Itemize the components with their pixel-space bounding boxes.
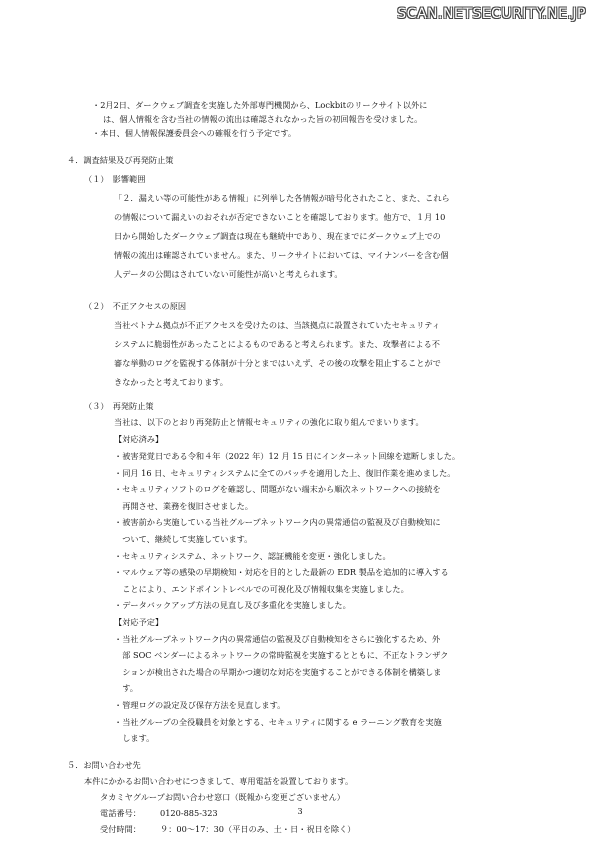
- done-item: 再開させ、業務を復旧させました。: [114, 500, 253, 511]
- prevention-lead: 当社は、以下のとおり再発防止と情報セキュリティの強化に取り組んでまいります。: [114, 417, 424, 427]
- section-4-title: ４．調査結果及び再発防止策: [67, 155, 174, 165]
- subsection-3-title: （３） 再発防止策: [84, 401, 154, 411]
- site-watermark: SCAN.NETSECURITY.NE.JP: [397, 6, 586, 22]
- done-item: ・被害前から実施している当社グループネットワーク内の異常通信の監視及び自動検知に: [114, 517, 441, 528]
- planned-item: す。: [114, 683, 138, 694]
- page-number: 3: [297, 807, 303, 816]
- contact-desk: タカミヤグループお問い合わせ窓口（既報から変更ございません）: [100, 791, 345, 802]
- done-item: ・マルウェア等の感染の早期検知・対応を目的とした最新の EDR 製品を追加的に導入する: [114, 567, 449, 578]
- subsection-2-title: （２） 不正アクセスの原因: [84, 301, 187, 311]
- done-item: ・セキュリティシステム、ネットワーク、認証機能を変更・強化しました。: [114, 550, 391, 561]
- cause-line: システムに脆弱性があったことによるものであると考えられます。また、攻撃者による不: [114, 339, 440, 349]
- phone-number: 0120-885-323: [160, 807, 218, 818]
- planned-item: ションが検出された場合の早期かつ適切な対応を実施することができる体制を構築しま: [114, 666, 442, 677]
- done-item: ・同月 16 日、セキュリティシステムに全てのパッチを適用した上、復旧作業を進めました。: [114, 467, 456, 478]
- cause-line: 当社ベトナム拠点が不正アクセスを受けたのは、当該拠点に設置されていたセキュリティ: [114, 320, 441, 330]
- cause-line: きなかったと考えております。: [114, 377, 228, 387]
- impact-line: 日から開始したダークウェブ調査は現在も継続中であり、現在までにダークウェブ上での: [114, 231, 441, 241]
- done-item: ・セキュリティソフトのログを確認し、問題がない端末から順次ネットワークへの接続を: [114, 484, 441, 495]
- subsection-1-title: （１） 影響範囲: [84, 174, 146, 184]
- intro-line: は、個人情報を含む当社の情報の流出は確認されなかった旨の初回報告を受けました。: [103, 114, 423, 124]
- section-5-title: ５．お問い合わせ先: [67, 759, 141, 770]
- cause-line: 審な挙動のログを監視する体制が十分とまではいえず、その後の攻撃を阻止することがで: [114, 358, 441, 368]
- planned-item: ・管理ログの設定及び保存方法を見直します。: [114, 700, 286, 710]
- intro-line: ・本日、個人情報保護委員会への確報を行う予定です。: [92, 128, 297, 138]
- impact-line: 情報の流出は確認されていません。また、リークサイトにおいては、マイナンバーを含む個: [114, 250, 449, 260]
- impact-line: の情報について漏えいのおそれが否定できないことを確認しております。他方で、１月 10: [114, 212, 446, 222]
- intro-line: ・2月2日、ダークウェブ調査を実施した外部専門機関から、Lockbitのリークサイト以外に: [92, 100, 428, 110]
- done-item: ことにより、エンドポイントレベルでの可視化及び情報収集を実施しました。: [114, 583, 409, 594]
- done-item: ついて、継続して実施しています。: [114, 534, 253, 544]
- planned-heading: 【対応予定】: [114, 617, 164, 627]
- planned-item: 部 SOC ベンダーによるネットワークの常時監視を実施するとともに、不正なトランザク: [114, 650, 449, 661]
- phone-label: 電話番号：: [100, 807, 141, 818]
- done-heading: 【対応済み】: [114, 434, 164, 444]
- planned-item: ・当社グループネットワーク内の異常通信の監視及び自動検知をさらに強化するため、外: [114, 633, 441, 644]
- business-hours: ９：00～17：30（平日のみ、土・日・祝日を除く）: [160, 823, 356, 834]
- planned-item: ・当社グループの全役職員を対象とする、セキュリティに関する e ラーニング教育を実施: [114, 716, 442, 727]
- contact-intro: 本件にかかるお問い合わせにつきまして、専用電話を設置しております。: [84, 775, 354, 786]
- hours-label: 受付時間：: [100, 823, 141, 834]
- planned-item: します。: [114, 733, 155, 744]
- done-item: ・被害発覚日である令和４年（2022 年）12 月 15 日にインターネット回線を遮断しました。: [114, 451, 461, 461]
- done-item: ・データバックアップ方法の見直し及び多重化を実施しました。: [114, 600, 351, 611]
- impact-line: 「２．漏えい等の可能性がある情報」に列挙した各情報が暗号化されたこと、また、これら: [114, 193, 450, 203]
- impact-line: 人データの公開はされていない可能性が高いと考えられます。: [114, 269, 343, 279]
